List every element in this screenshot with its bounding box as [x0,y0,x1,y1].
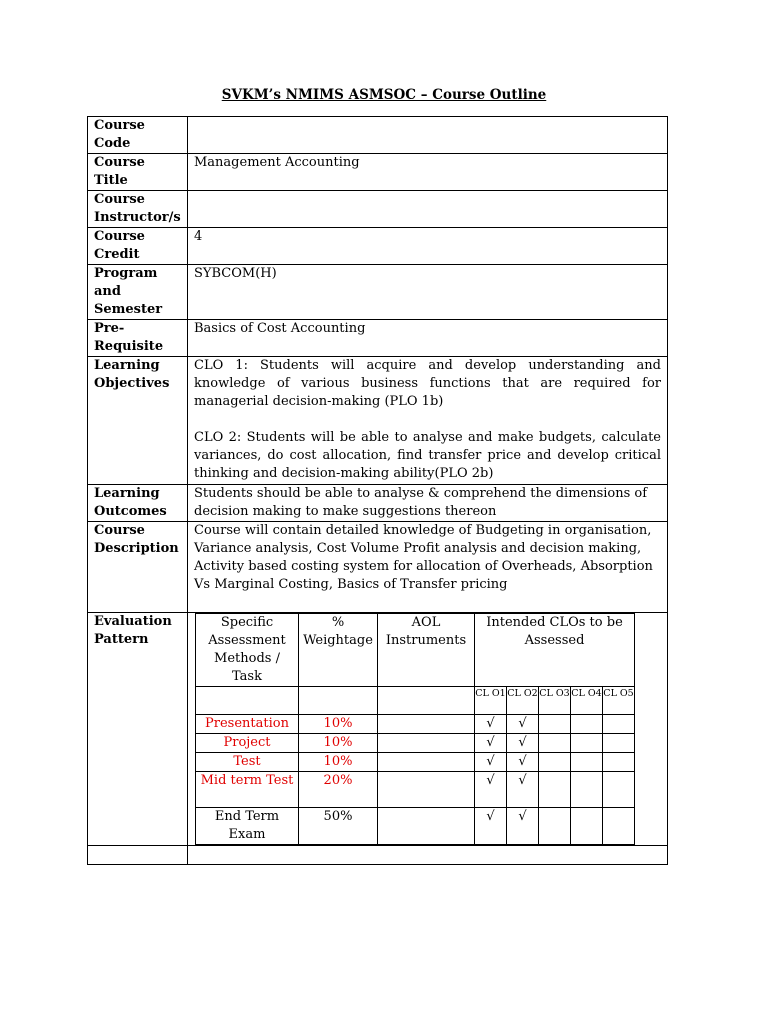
eval-clo4 [571,808,603,845]
eval-clo2-check: √ [507,734,539,753]
eval-clo1-check: √ [475,772,507,808]
label-course-description: Course Description [88,522,188,613]
eval-clo5 [603,753,635,772]
eval-clo1-check: √ [475,715,507,734]
header-intended-clos: Intended CLOs to be Assessed [475,614,635,687]
empty-cell [378,687,475,715]
empty-cell [196,687,299,715]
label-course-credit: Course Credit [88,228,188,265]
eval-clo1-check: √ [475,734,507,753]
clo-col-4: CL O4 [571,687,603,715]
eval-clo4 [571,753,603,772]
eval-clo2-check: √ [507,772,539,808]
eval-method: End Term Exam [196,808,299,845]
eval-clo5 [603,734,635,753]
header-weightage: % Weightage [299,614,378,687]
row-course-title [88,154,668,191]
value-prerequisite: Basics of Cost Accounting [188,320,668,357]
header-method: Specific Assessment Methods / Task [196,614,299,687]
eval-row-presentation [196,715,635,734]
eval-row-project [196,734,635,753]
label-course-code: Course Code [88,117,188,154]
row-learning-objectives [88,357,668,485]
eval-row-test [196,753,635,772]
value-evaluation-pattern [188,613,668,846]
label-evaluation-pattern: Evaluation Pattern [88,613,188,846]
eval-aol [378,734,475,753]
row-evaluation-pattern [88,613,668,846]
row-prerequisite [88,320,668,357]
label-course-instructor: Course Instructor/s [88,191,188,228]
row-learning-outcomes [88,485,668,522]
evaluation-table [195,613,635,845]
eval-clo1-check: √ [475,808,507,845]
eval-clo2-check: √ [507,753,539,772]
label-learning-objectives: Learning Objectives [88,357,188,485]
value-learning-objectives [188,357,668,485]
eval-clo3 [539,753,571,772]
value-learning-outcomes: Students should be able to analyse & comprehend the dimensions of decision making to make suggestions thereon [188,485,668,522]
eval-clo3 [539,808,571,845]
eval-clo4 [571,772,603,808]
eval-row-endterm [196,808,635,845]
row-course-instructor [88,191,668,228]
eval-method: Project [196,734,299,753]
eval-row-midterm [196,772,635,808]
objective-clo1: CLO 1: Students will acquire and develop understanding and knowledge of various business functions that are required for managerial decision-making (PLO 1b) [194,358,661,409]
objective-spacer [194,411,661,429]
row-course-code [88,117,668,154]
empty-cell [299,687,378,715]
eval-weight: 10% [299,734,378,753]
value-program-semester: SYBCOM(H) [188,265,668,320]
eval-weight: 50% [299,808,378,845]
eval-clo5 [603,715,635,734]
eval-aol [378,715,475,734]
row-program-semester [88,265,668,320]
empty-cell [188,846,668,865]
eval-clo5 [603,808,635,845]
empty-cell [88,846,188,865]
clo-col-5: CL O5 [603,687,635,715]
eval-weight: 20% [299,772,378,808]
course-outline-table [87,116,668,865]
eval-aol [378,772,475,808]
eval-clo4 [571,734,603,753]
eval-method: Test [196,753,299,772]
eval-clo5 [603,772,635,808]
eval-method: Presentation [196,715,299,734]
value-course-description: Course will contain detailed knowledge of Budgeting in organisation, Variance analysis, Cost Volume Profit analysis and decision making, Activity based costing system for allocation of Overheads, Absorption Vs Marginal Costing, Basics of Transfer pricing [188,522,668,613]
eval-clo1-check: √ [475,753,507,772]
header-aol: AOL Instruments [378,614,475,687]
eval-clo2-check: √ [507,808,539,845]
eval-aol [378,753,475,772]
label-prerequisite: Pre-Requisite [88,320,188,357]
eval-clo3 [539,772,571,808]
clo-col-3: CL O3 [539,687,571,715]
eval-aol [378,808,475,845]
eval-clo3 [539,734,571,753]
clo-col-2: CL O2 [507,687,539,715]
value-course-title: Management Accounting [188,154,668,191]
row-course-credit [88,228,668,265]
row-course-description [88,522,668,613]
label-course-title: Course Title [88,154,188,191]
label-learning-outcomes: Learning Outcomes [88,485,188,522]
eval-method: Mid term Test [196,772,299,808]
document-title: SVKM’s NMIMS ASMSOC – Course Outline [221,87,547,103]
eval-weight: 10% [299,715,378,734]
value-course-credit: 4 [188,228,668,265]
eval-weight: 10% [299,753,378,772]
value-course-code [188,117,668,154]
label-program-semester: Program and Semester [88,265,188,320]
value-course-instructor [188,191,668,228]
eval-clo3 [539,715,571,734]
eval-header-row [196,614,635,687]
clo-col-1: CL O1 [475,687,507,715]
eval-clo2-check: √ [507,715,539,734]
eval-clo-header-row [196,687,635,715]
objective-clo2: CLO 2: Students will be able to analyse and make budgets, calculate variances, do cost allocation, find transfer price and develop critical thinking and decision-making ability(PLO 2b) [194,430,661,481]
eval-clo4 [571,715,603,734]
row-empty-footer [88,846,668,865]
